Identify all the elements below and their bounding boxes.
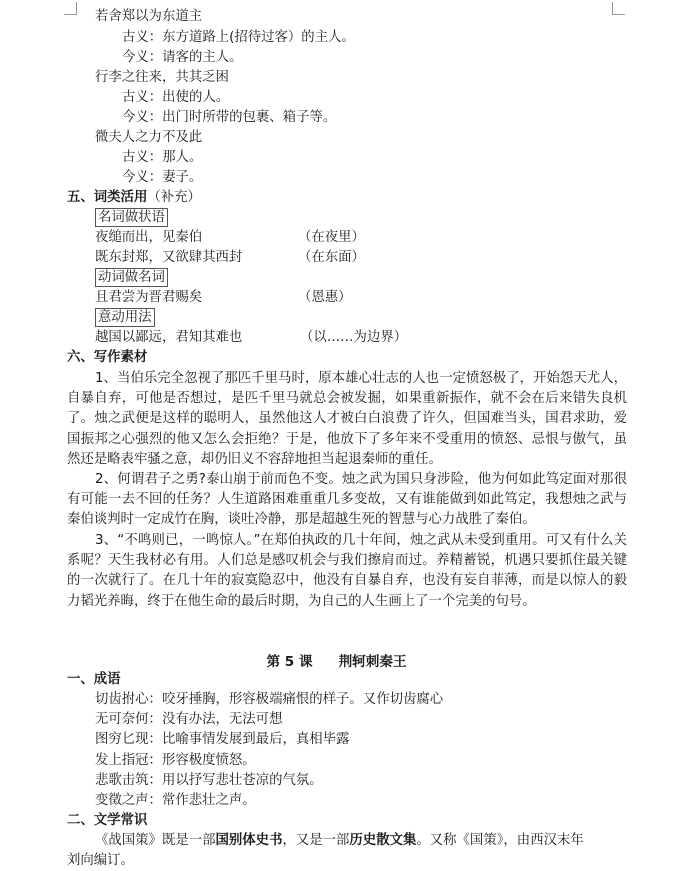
margin-corner-mark — [612, 2, 625, 15]
gu-meaning: 古义：出使的人。 — [122, 90, 230, 105]
phrase-line: 行李之往来，共其乏困 — [95, 70, 229, 85]
jin-meaning: 今义：出门时所带的包裹、箱子等。 — [122, 110, 337, 125]
literature-line: 刘向编订。 — [67, 853, 134, 868]
phrase-line: 若舍郑以为东道主 — [95, 9, 203, 24]
gu-meaning: 古义：东方道路上(招待过客）的主人。 — [122, 30, 355, 45]
lesson-title — [0, 650, 673, 670]
jin-meaning: 今义：妻子。 — [122, 170, 203, 185]
usage-note: （在夜里） — [298, 230, 365, 245]
idiom-line: 图穷匕现：比喻事情发展到最后，真相毕露 — [95, 732, 350, 747]
idiom-line: 切齿拊心：咬牙捶胸，形容极端痛恨的样子。又作切齿腐心 — [95, 692, 444, 707]
literature-text: ，又是一部 — [282, 833, 350, 848]
section6-heading: 六、写作素材 — [67, 350, 148, 365]
margin-corner-mark — [64, 2, 77, 15]
usage-note: （以……为边界） — [300, 330, 408, 345]
usage-note: （在东面） — [298, 250, 365, 265]
paragraph: 1、当伯乐完全忽视了那匹千里马时，原本雄心壮志的人也一定愤怒极了，开始怨天尤人，自暴自弃，可他是否想过，是匹千里马就总会被发掘，如果重新振作，就不会在后来错失良机了。烛之武便是这样的聪明人，虽然他这人才被白白浪费了许久，但国难当头，国君求助，爱国振邦之心强烈的他又怎么会拒绝？于是，他放下了多年来不受重用的愤怒、忌恨与傲气，虽然还是略表牢骚之意，却仍旧义不容辞地担当起退秦师的重任。 — [67, 371, 627, 467]
section-heading — [67, 188, 201, 208]
idiom-line: 无可奈何：没有办法，无法可想 — [95, 712, 283, 727]
usage-example: 夜缒而出，见秦伯 — [95, 230, 203, 245]
paragraph: 3、“不鸣则已，一鸣惊人。”在郑伯执政的几十年间，烛之武从未受到重用。可又有什么关系呢？天生我材必有用。人们总是感叹机会与我们擦肩而过。养精蓄锐，机遇只要抓住最关键的一次就行了。在几十年的寂寞隐忍中，他没有自暴自弃，也没有妄自菲薄，而是以惊人的毅力韬光养晦，终于在他生命的最后时期，为自己的人生画上了一个完美的句号。 — [67, 533, 627, 609]
section2-heading: 二、文学常识 — [67, 813, 148, 828]
idiom-line: 变徵之声：常作悲壮之声。 — [95, 793, 256, 808]
paragraph: 2、何谓君子之勇?泰山崩于前而色不变。烛之武为国只身涉险，他为何如此笃定面对那很有可能一去不回的任务？人生道路困难重重几多变故，又有谁能做到如此笃定，我想烛之武与秦伯谈判时一定成竹在胸，谈吐冷静，那是超越生死的智慧与心力战胜了秦伯。 — [67, 472, 627, 528]
usage-label — [95, 308, 155, 328]
gu-meaning: 古义：那人。 — [122, 150, 203, 165]
section5-heading-note: （补充） — [147, 190, 201, 205]
lesson-number: 第 5 课 — [266, 654, 313, 670]
literature-bold-term: 国别体史书 — [215, 833, 283, 848]
usage-label — [95, 268, 168, 288]
usage-example: 越国以鄙远，君知其难也 — [95, 330, 243, 345]
usage-category-label: 动词做名词 — [95, 268, 168, 287]
usage-category-label: 意动用法 — [95, 308, 155, 327]
idiom-line: 悲歌击筑：用以抒写悲壮苍凉的气氛。 — [95, 773, 323, 788]
lesson-name: 荆轲刺秦王 — [338, 654, 407, 670]
jin-meaning: 今义：请客的主人。 — [122, 50, 243, 65]
usage-label — [95, 208, 168, 228]
usage-example: 既东封郑，又欲肆其西封 — [95, 250, 243, 265]
phrase-line: 微夫人之力不及此 — [95, 130, 203, 145]
usage-example: 且君尝为晋君赐矣 — [95, 290, 203, 305]
usage-category-label: 名词做状语 — [95, 208, 168, 227]
usage-note: （恩惠） — [298, 290, 352, 305]
idiom-line: 发上指冠：形容极度愤怒。 — [95, 753, 256, 768]
literature-bold-term: 历史散文集 — [349, 833, 417, 848]
literature-text: 。又称《国策》，由西汉末年 — [416, 833, 584, 848]
literature-text: 《战国策》既是一部 — [95, 833, 216, 848]
section5-heading: 五、词类活用 — [67, 190, 148, 205]
section1-heading: 一、成语 — [67, 672, 121, 687]
literature-line — [95, 831, 584, 851]
